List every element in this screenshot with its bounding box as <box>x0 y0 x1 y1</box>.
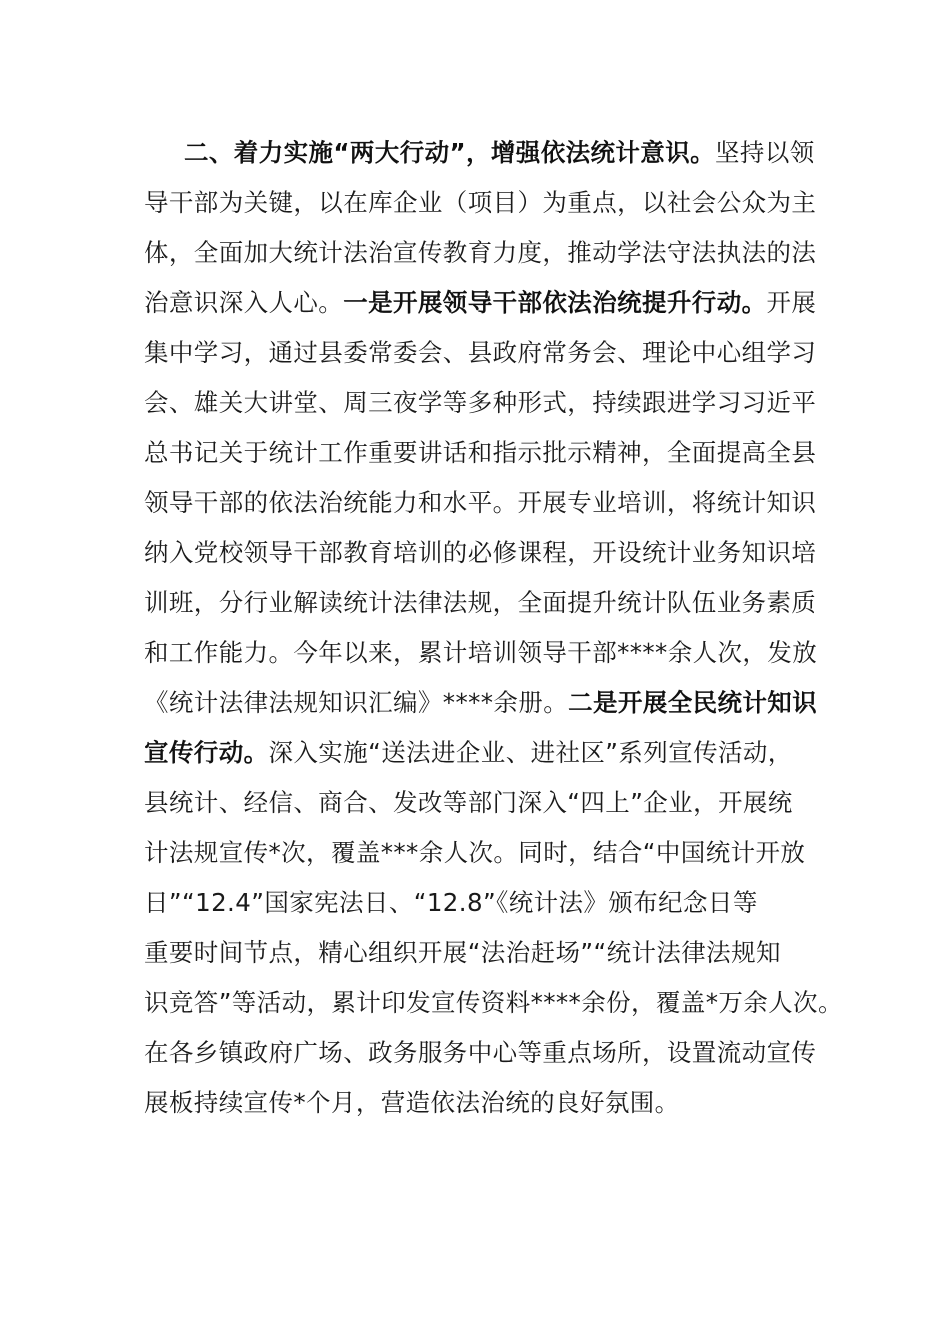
line-text: 县统计、经信、商合、发改等部门深入“四上”企业，开展统 <box>144 788 793 817</box>
paragraph-line-5 <box>144 328 817 378</box>
section-heading: 二、着力实施“两大行动”，增强依法统计意识。 <box>184 138 716 167</box>
paragraph-line-12 <box>144 678 818 728</box>
paragraph-line-18 <box>144 978 843 1028</box>
line-text: 会、雄关大讲堂、周三夜学等多种形式，持续跟进学习习近平 <box>144 388 817 417</box>
line-text: 体，全面加大统计法治宣传教育力度，推动学法守法执法的法 <box>144 238 817 267</box>
paragraph-line-13 <box>144 728 808 778</box>
line-text: 导干部为关键，以在库企业（项目）为重点，以社会公众为主 <box>144 188 817 217</box>
line-text: 集中学习，通过县委常委会、县政府常务会、理论中心组学习 <box>144 338 817 367</box>
line-text: 治意识深入人心。 <box>144 288 344 317</box>
line-text-tail: 开展 <box>766 288 817 317</box>
subsection-heading-2-cont: 宣传行动。 <box>144 738 269 767</box>
line-text: 训班，分行业解读统计法律法规，全面提升统计队伍业务素质 <box>144 588 817 617</box>
paragraph-line-19 <box>144 1028 817 1078</box>
paragraph-line-15 <box>144 828 808 878</box>
paragraph-line-9 <box>144 528 817 578</box>
line-text: 重要时间节点，精心组织开展“法治赶场”“统计法律法规知 <box>144 938 781 967</box>
line-text: 在各乡镇政府广场、政务服务中心等重点场所，设置流动宣传 <box>144 1038 817 1067</box>
paragraph-line-14 <box>144 778 808 828</box>
paragraph-line-11 <box>144 628 818 678</box>
paragraph-line-20 <box>144 1078 808 1128</box>
paragraph-line-2 <box>144 178 817 228</box>
paragraph-line-16 <box>144 878 808 928</box>
line-text: 计法规宣传*次，覆盖***余人次。同时，结合“中国统计开放 <box>144 838 806 867</box>
paragraph-line-3 <box>144 228 817 278</box>
line-text: 日”“12.4”国家宪法日、“12.8”《统计法》颁布纪念日等 <box>144 888 758 917</box>
paragraph-line-4 <box>144 278 817 328</box>
line-text: 《统计法律法规知识汇编》****余册。 <box>144 688 569 717</box>
paragraph-line-6 <box>144 378 817 428</box>
paragraph-line-17 <box>144 928 808 978</box>
line-text: 和工作能力。今年以来，累计培训领导干部****余人次，发放 <box>144 638 818 667</box>
paragraph-line-8 <box>144 478 817 528</box>
line-text: 总书记关于统计工作重要讲话和指示批示精神，全面提高全县 <box>144 438 817 467</box>
paragraph-line-10 <box>144 578 817 628</box>
line-text: 展板持续宣传*个月，营造依法治统的良好氛围。 <box>144 1088 680 1117</box>
paragraph-line-1 <box>144 128 815 178</box>
line-text: 深入实施“送法进企业、进社区”系列宣传活动， <box>268 738 793 767</box>
line-text: 坚持以领 <box>715 138 815 167</box>
paragraph-line-7 <box>144 428 817 478</box>
subsection-heading-2: 二是开展全民统计知识 <box>568 688 818 717</box>
line-text: 领导干部的依法治统能力和水平。开展专业培训，将统计知识 <box>144 488 817 517</box>
subsection-heading-1: 一是开展领导干部依法治统提升行动。 <box>343 288 767 317</box>
line-text: 识竞答”等活动，累计印发宣传资料****余份，覆盖*万余人次。 <box>144 988 843 1017</box>
body-paragraph <box>144 128 843 1128</box>
line-text: 纳入党校领导干部教育培训的必修课程，开设统计业务知识培 <box>144 538 817 567</box>
